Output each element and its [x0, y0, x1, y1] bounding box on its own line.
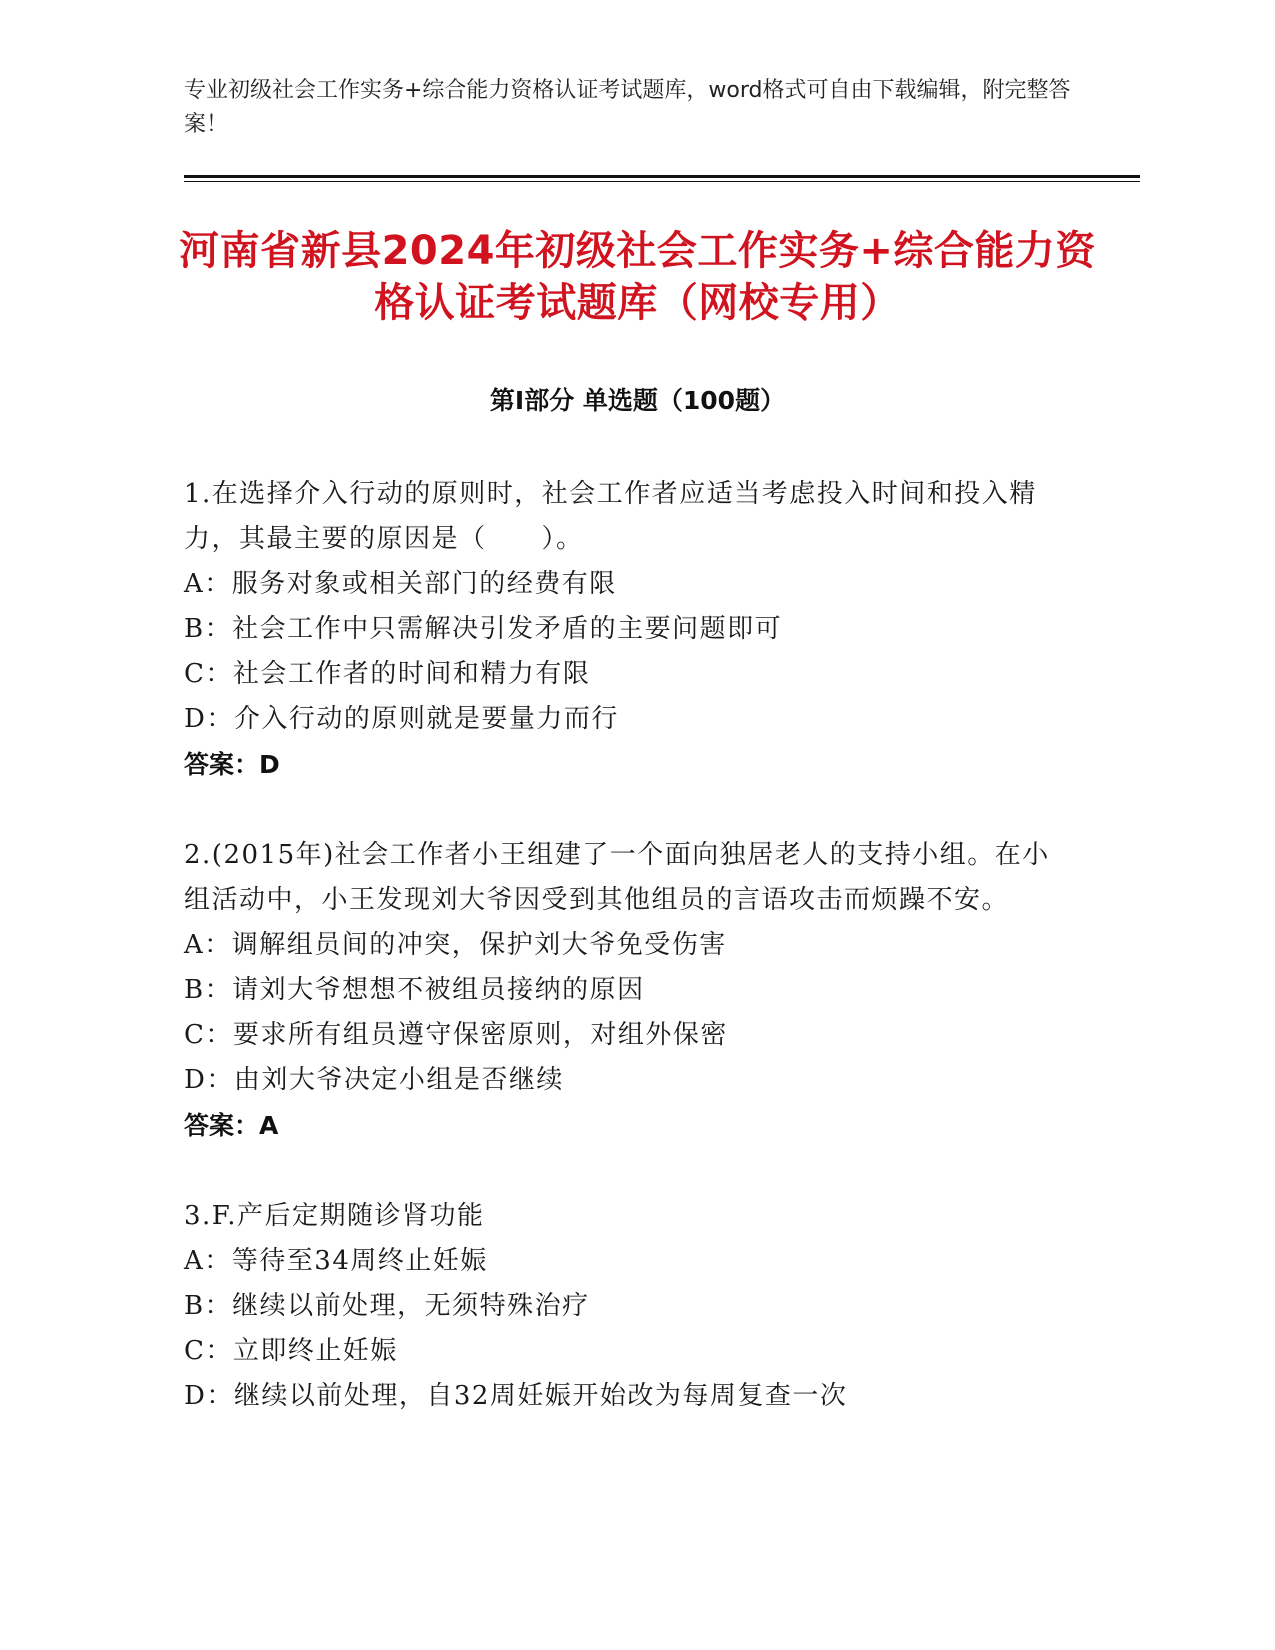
option-b: B：社会工作中只需解决引发矛盾的主要问题即可	[184, 614, 783, 644]
option-c: C：社会工作者的时间和精力有限	[184, 659, 591, 689]
option-b: B：继续以前处理，无须特殊治疗	[184, 1291, 590, 1321]
header-note: 专业初级社会工作实务+综合能力资格认证考试题库，word格式可自由下载编辑，附完整答案！	[184, 78, 1071, 137]
header-rule-thin	[184, 181, 1140, 182]
option-c: C：立即终止妊娠	[184, 1336, 398, 1366]
option-d: D：介入行动的原则就是要量力而行	[184, 704, 619, 734]
question-stem: 1.在选择介入行动的原则时，社会工作者应适当考虑投入时间和投入精力，其最主要的原因是（ ）。	[184, 479, 1037, 554]
question-3	[184, 1194, 1054, 1419]
option-d: D：继续以前处理，自32周妊娠开始改为每周复查一次	[184, 1381, 848, 1411]
question-stem: 3.F.产后定期随诊肾功能	[184, 1201, 485, 1231]
option-c: C：要求所有组员遵守保密原则，对组外保密	[184, 1020, 728, 1050]
option-d: D：由刘大爷决定小组是否继续	[184, 1065, 564, 1095]
question-stem: 2.(2015年)社会工作者小王组建了一个面向独居老人的支持小组。在小组活动中，小王发现刘大爷因受到其他组员的言语攻击而烦躁不安。	[184, 840, 1050, 915]
document-title: 河南省新县2024年初级社会工作实务+综合能力资格认证考试题库（网校专用）	[179, 228, 1096, 326]
header-rule-thick	[184, 175, 1140, 178]
answer-label: 答案：A	[184, 1111, 279, 1140]
question-list	[184, 472, 1054, 1465]
option-b: B：请刘大爷想想不被组员接纳的原因	[184, 975, 645, 1005]
option-a: A：等待至34周终止妊娠	[184, 1246, 488, 1276]
question-1	[184, 472, 1054, 787]
option-a: A：调解组员间的冲突，保护刘大爷免受伤害	[184, 930, 727, 960]
answer-label: 答案：D	[184, 750, 280, 779]
section-title: 第Ⅰ部分 单选题（100题）	[489, 386, 786, 415]
option-a: A：服务对象或相关部门的经费有限	[184, 569, 617, 599]
question-2	[184, 833, 1054, 1148]
